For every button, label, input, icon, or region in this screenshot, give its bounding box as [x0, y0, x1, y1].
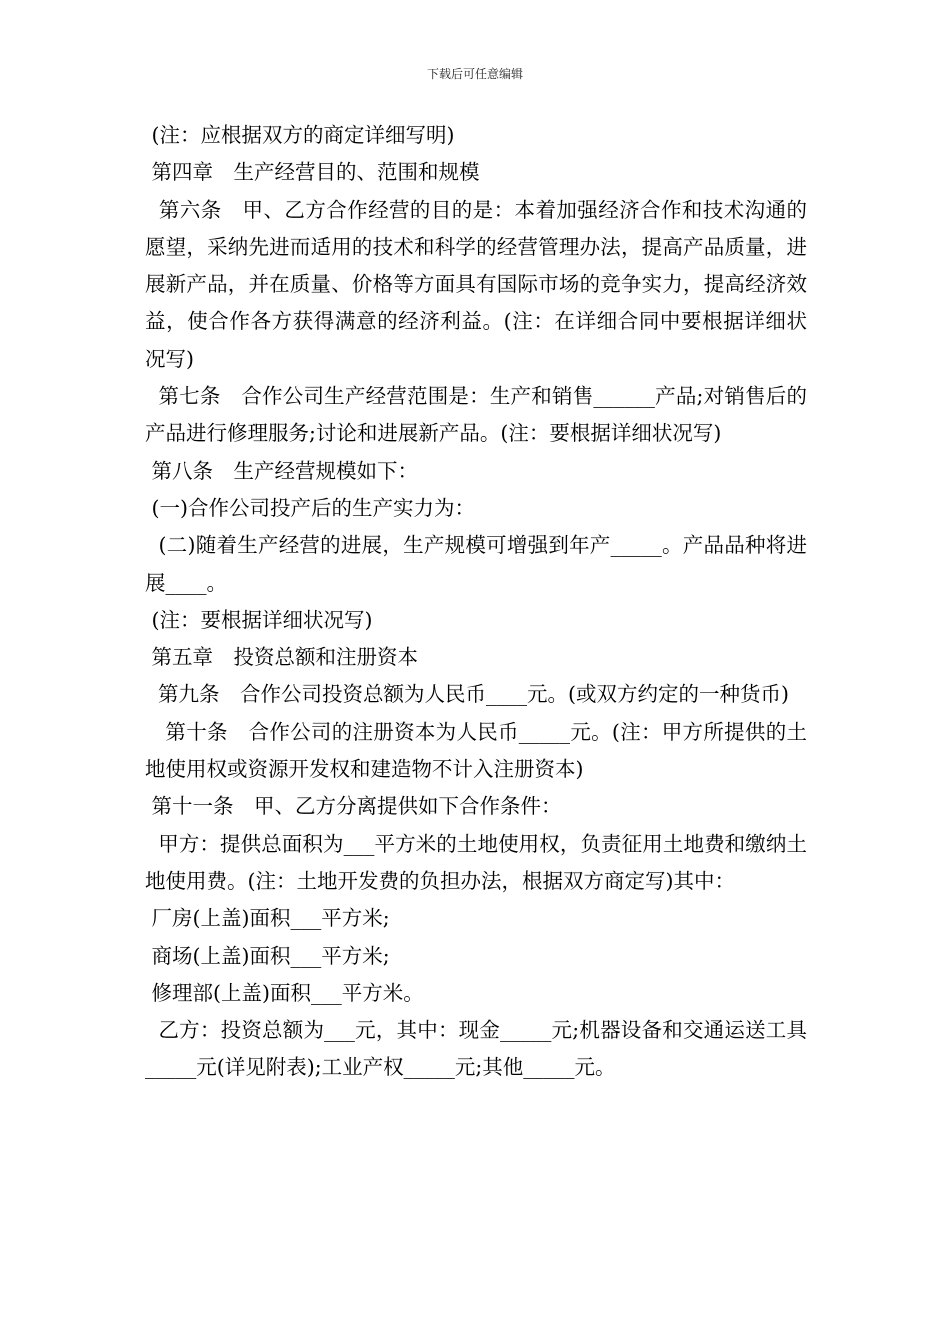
chapter-4-heading: 第四章 生产经营目的、范围和规模: [145, 160, 480, 185]
repair-area: 修理部(上盖)面积___平方米。: [145, 980, 424, 1005]
document-body: [145, 117, 807, 1087]
article-6: 第六条 甲、乙方合作经营的目的是：本着加强经济合作和技术沟通的愿望，采纳先进而适用的技术和科学的经营管理办法，提高产品质量，进展新产品，并在质量、价格等方面具有国际市场的竞争实力，提高经济效益，使合作各方获得满意的经济利益。(注：在详细合同中要根据详细状况写): [145, 197, 807, 371]
article-8: 第八条 生产经营规模如下：: [145, 458, 419, 483]
party-b-terms: 乙方：投资总额为___元，其中：现金_____元;机器设备和交通运送工具_____元(详见附表);工业产权_____元;其他_____元。: [145, 1018, 807, 1080]
article-11: 第十一条 甲、乙方分离提供如下合作条件：: [145, 794, 562, 819]
factory-area: 厂房(上盖)面积___平方米;: [145, 906, 390, 931]
article-10: 第十条 合作公司的注册资本为人民币_____元。(注：甲方所提供的土地使用权或资源开发权和建造物不计入注册资本): [145, 719, 807, 782]
party-a-terms: 甲方：提供总面积为___平方米的土地使用权，负责征用土地费和缴纳土地使用费。(注：土地开发费的负担办法，根据双方商定写)其中：: [145, 831, 807, 893]
page-header: 下载后可任意编辑: [426, 67, 523, 81]
paragraph-note-2: (注：要根据详细状况写): [145, 607, 373, 632]
article-9: 第九条 合作公司投资总额为人民币____元。(或双方约定的一种货币): [145, 682, 790, 707]
mall-area: 商场(上盖)面积___平方米;: [145, 943, 390, 968]
paragraph-note-1: (注：应根据双方的商定详细写明): [145, 123, 455, 147]
article-8-item-1: (一)合作公司投产后的生产实力为：: [145, 495, 476, 520]
article-7: 第七条 合作公司生产经营范围是：生产和销售______产品;对销售后的产品进行修理服务;讨论和进展新产品。(注：要根据详细状况写): [145, 384, 807, 446]
chapter-5-heading: 第五章 投资总额和注册资本: [145, 645, 419, 670]
article-8-item-2: (二)随着生产经营的进展，生产规模可增强到年产_____。产品品种将进展____。: [145, 533, 807, 595]
